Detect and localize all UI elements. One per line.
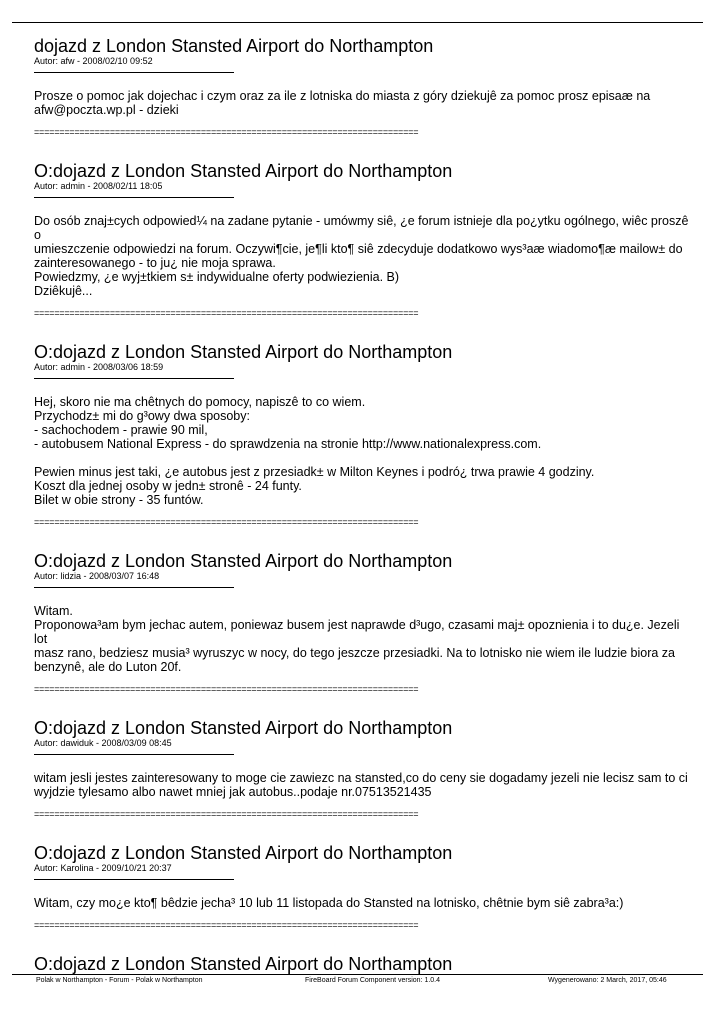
meta-underline [34, 879, 234, 880]
meta-underline [34, 587, 234, 588]
post-body [34, 604, 694, 674]
footer-generated-date: Wygenerowano: 2 March, 2017, 05:46 [548, 977, 667, 984]
post-title: O:dojazd z London Stansted Airport do Northampton [34, 843, 453, 863]
forum-post [34, 718, 694, 819]
post-text-line: benzynê, ale do Luton 20f. [34, 660, 182, 674]
post-text-line: Witam. [34, 604, 73, 618]
post-text-line: Hej, skoro nie ma chêtnych do pomocy, napiszê to co wiem. [34, 395, 366, 409]
post-author-meta: Autor: Karolina - 2009/10/21 20:37 [34, 863, 172, 873]
post-text-line: Dziêkujê... [34, 284, 93, 298]
post-title: O:dojazd z London Stansted Airport do Northampton [34, 954, 453, 974]
post-author-meta: Autor: dawiduk - 2008/03/09 08:45 [34, 738, 172, 748]
post-title: dojazd z London Stansted Airport do Northampton [34, 36, 434, 56]
post-separator: ============================================================================ [34, 517, 419, 527]
meta-underline [34, 197, 234, 198]
meta-underline [34, 754, 234, 755]
post-title: O:dojazd z London Stansted Airport do Northampton [34, 551, 453, 571]
post-body [34, 771, 694, 799]
post-text-line: Bilet w obie strony - 35 funtów. [34, 493, 204, 507]
post-text-line: wyjdzie tylesamo albo nawet mniej jak autobus..podaje nr.07513521435 [34, 785, 432, 799]
footer-site-name: Polak w Northampton - Forum - Polak w Northampton [36, 977, 203, 984]
post-author-meta: Autor: admin - 2008/03/06 18:59 [34, 362, 164, 372]
forum-post [34, 161, 694, 318]
post-author-meta: Autor: afw - 2008/02/10 09:52 [34, 56, 153, 66]
meta-underline [34, 378, 234, 379]
post-body [34, 896, 694, 910]
footer-component-version: FireBoard Forum Component version: 1.0.4 [305, 977, 441, 984]
post-text-line: afw@poczta.wp.pl - dzieki [34, 103, 179, 117]
post-body [34, 89, 694, 117]
post-text-line: - autobusem National Express - do sprawdzenia na stronie http://www.nationalexpress.com. [34, 437, 542, 451]
post-body [34, 395, 694, 507]
post-text-line: umieszczenie odpowiedzi na forum. Oczywi¶cie, je¶li kto¶ siê zdecyduje dodatkowo wys³aæ wiadomo¶æ mailow± do [34, 242, 683, 256]
post-text-line: Do osób znaj±cych odpowied¼ na zadane pytanie - umówmy siê, ¿e forum istnieje dla po¿ytku ogólnego, wiêc proszê o [34, 214, 689, 242]
post-separator: ============================================================================ [34, 684, 419, 694]
post-separator: ============================================================================ [34, 127, 419, 137]
post-body [34, 214, 694, 298]
post-text-line: masz rano, bedziesz musia³ wyruszyc w nocy, do tego jeszcze przesiadki. Na to lotnisko nie wiem ile ludzie biora za [34, 646, 676, 660]
post-text-line: Pewien minus jest taki, ¿e autobus jest z przesiadk± w Milton Keynes i podró¿ trwa prawie 4 godziny. [34, 465, 595, 479]
post-separator: ============================================================================ [34, 308, 419, 318]
footer-rule [12, 974, 703, 975]
forum-thread [34, 36, 694, 974]
post-title: O:dojazd z London Stansted Airport do Northampton [34, 718, 453, 738]
forum-post [34, 954, 694, 974]
paragraph-gap [34, 451, 694, 465]
post-title: O:dojazd z London Stansted Airport do Northampton [34, 342, 453, 362]
top-rule [12, 22, 703, 23]
post-text-line: zainteresowanego - to ju¿ nie moja sprawa. [34, 256, 276, 270]
post-text-line: Prosze o pomoc jak dojechac i czym oraz za ile z lotniska do miasta z góry dziekujê za pomoc prosz episaæ na [34, 89, 651, 103]
forum-post [34, 843, 694, 930]
post-text-line: Witam, czy mo¿e kto¶ bêdzie jecha³ 10 lub 11 listopada do Stansted na lotnisko, chêtnie bym siê zabra³a:) [34, 896, 624, 910]
forum-post [34, 342, 694, 527]
post-separator: ============================================================================ [34, 920, 419, 930]
post-title: O:dojazd z London Stansted Airport do Northampton [34, 161, 453, 181]
post-text-line: witam jesli jestes zainteresowany to moge cie zawiezc na stansted,co do ceny sie dogadamy jezeli nie lecisz sam to ci [34, 771, 688, 785]
post-text-line: Koszt dla jednej osoby w jedn± stronê - 24 funty. [34, 479, 302, 493]
post-text-line: Proponowa³am bym jechac autem, poniewaz busem jest naprawde d³ugo, czasami maj± opoznienia i to du¿e. Jezeli lot [34, 618, 680, 646]
post-text-line: - sachochodem - prawie 90 mil, [34, 423, 208, 437]
post-text-line: Przychodz± mi do g³owy dwa sposoby: [34, 409, 250, 423]
forum-post [34, 551, 694, 694]
meta-underline [34, 72, 234, 73]
post-author-meta: Autor: admin - 2008/02/11 18:05 [34, 181, 163, 191]
post-separator: ============================================================================ [34, 809, 419, 819]
post-text-line: Powiedzmy, ¿e wyj±tkiem s± indywidualne oferty podwiezienia. B) [34, 270, 400, 284]
post-author-meta: Autor: lidzia - 2008/03/07 16:48 [34, 571, 160, 581]
forum-post [34, 36, 694, 137]
